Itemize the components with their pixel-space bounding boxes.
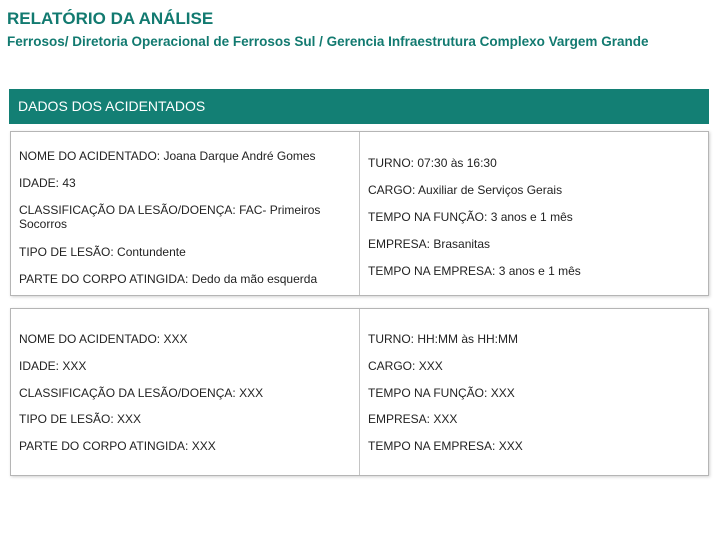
name-value: Joana Darque André Gomes xyxy=(163,149,316,163)
time-in-company-field xyxy=(368,264,698,278)
name-value: XXX xyxy=(163,332,188,346)
column-divider xyxy=(359,309,360,475)
body-part-label: PARTE DO CORPO ATINGIDA: xyxy=(19,272,189,286)
company-label: EMPRESA: xyxy=(368,412,431,426)
injury-type-field xyxy=(19,245,344,259)
classification-label: CLASSIFICAÇÃO DA LESÃO/DOENÇA: xyxy=(19,203,236,217)
age-field xyxy=(19,176,344,190)
time-in-role-label: TEMPO NA FUNÇÃO: xyxy=(368,210,488,224)
shift-label: TURNO: xyxy=(368,332,414,346)
classification-field xyxy=(19,386,344,400)
company-value: Brasanitas xyxy=(433,237,491,251)
injury-type-value: Contundente xyxy=(117,245,186,259)
role-value: XXX xyxy=(418,359,443,373)
name-label: NOME DO ACIDENTADO: xyxy=(19,149,161,163)
shift-field xyxy=(368,156,698,170)
time-in-role-field xyxy=(368,386,698,400)
time-in-role-value: 3 anos e 1 mês xyxy=(490,210,573,224)
role-value: Auxiliar de Serviços Gerais xyxy=(418,183,563,197)
company-field xyxy=(368,237,698,251)
role-field xyxy=(368,359,698,373)
injured-record-card xyxy=(10,131,709,296)
classification-value: XXX xyxy=(239,386,264,400)
shift-field xyxy=(368,332,698,346)
time-in-role-value: XXX xyxy=(490,386,515,400)
company-value: XXX xyxy=(433,412,458,426)
report-title: RELATÓRIO DA ANÁLISE xyxy=(7,9,214,28)
classification-value: FAC- Primeiros Socorros xyxy=(19,203,321,231)
injury-type-field xyxy=(19,412,344,426)
column-divider xyxy=(359,132,360,295)
shift-value: 07:30 às 16:30 xyxy=(417,156,497,170)
role-label: CARGO: xyxy=(368,183,416,197)
time-in-company-field xyxy=(368,439,698,453)
body-part-value: Dedo da mão esquerda xyxy=(191,272,318,286)
injury-type-label: TIPO DE LESÃO: xyxy=(19,412,114,426)
body-part-value: XXX xyxy=(191,439,216,453)
body-part-field xyxy=(19,272,344,286)
body-part-label: PARTE DO CORPO ATINGIDA: xyxy=(19,439,189,453)
shift-value: HH:MM às HH:MM xyxy=(417,332,519,346)
time-in-role-field xyxy=(368,210,698,224)
injured-record-card xyxy=(10,308,709,476)
body-part-field xyxy=(19,439,344,453)
name-field xyxy=(19,149,344,163)
time-in-company-label: TEMPO NA EMPRESA: xyxy=(368,439,496,453)
classification-field xyxy=(19,203,334,231)
age-label: IDADE: xyxy=(19,176,60,190)
section-heading-banner: DADOS DOS ACIDENTADOS xyxy=(9,89,709,124)
shift-label: TURNO: xyxy=(368,156,414,170)
time-in-company-value: XXX xyxy=(498,439,523,453)
name-field xyxy=(19,332,344,346)
time-in-role-label: TEMPO NA FUNÇÃO: xyxy=(368,386,488,400)
classification-label: CLASSIFICAÇÃO DA LESÃO/DOENÇA: xyxy=(19,386,236,400)
age-label: IDADE: xyxy=(19,359,60,373)
injury-type-value: XXX xyxy=(117,412,142,426)
name-label: NOME DO ACIDENTADO: xyxy=(19,332,161,346)
company-field xyxy=(368,412,698,426)
time-in-company-label: TEMPO NA EMPRESA: xyxy=(368,264,496,278)
role-field xyxy=(368,183,698,197)
age-value: XXX xyxy=(62,359,87,373)
time-in-company-value: 3 anos e 1 mês xyxy=(498,264,581,278)
age-value: 43 xyxy=(62,176,76,190)
age-field xyxy=(19,359,344,373)
company-label: EMPRESA: xyxy=(368,237,431,251)
report-subtitle: Ferrosos/ Diretoria Operacional de Ferrosos Sul / Gerencia Infraestrutura Complexo Vargem Grande xyxy=(7,34,649,49)
role-label: CARGO: xyxy=(368,359,416,373)
injury-type-label: TIPO DE LESÃO: xyxy=(19,245,114,259)
